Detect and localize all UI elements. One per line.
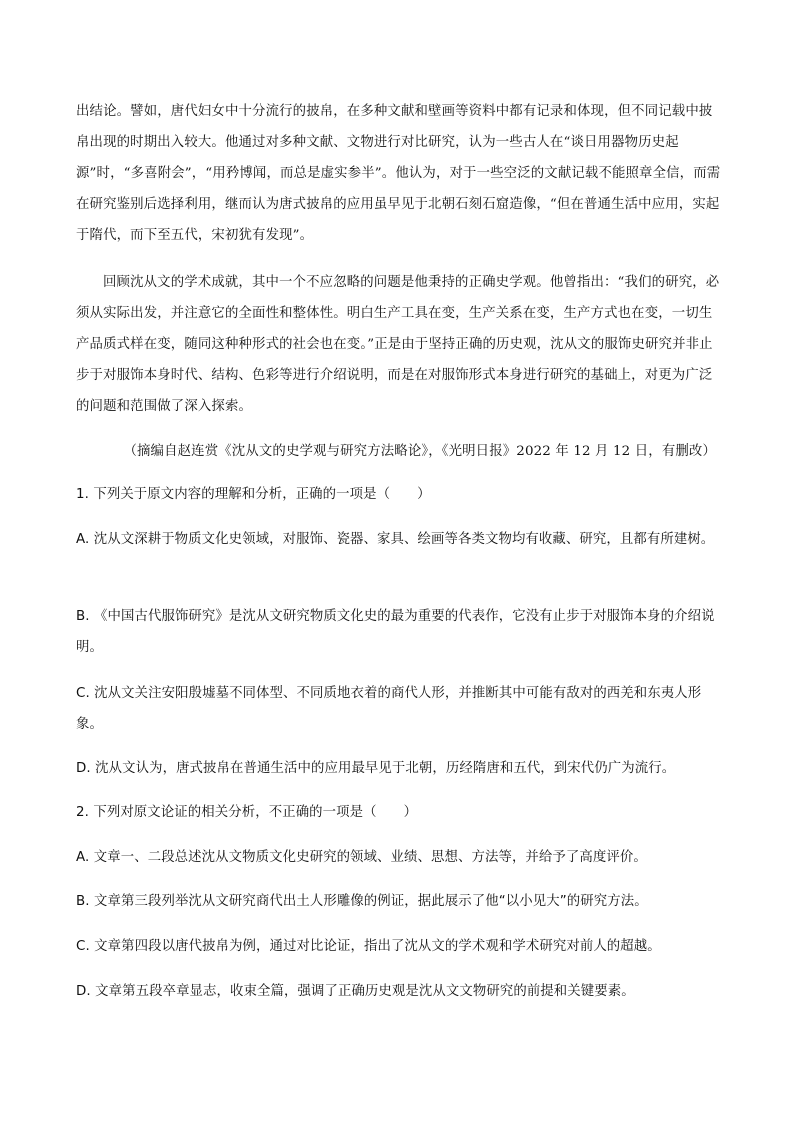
passage-source: （摘编自赵连赏《沈从文的史学观与研究方法略论》，《光明日报》2022 年 12 月 12 日，有删改） (123, 444, 716, 459)
passage-paragraph-2: 回顾沈从文的学术成就，其中一个不应忽略的问题是他秉持的正确史学观。他曾指出：“我们的研究，必须从实际出发，并注意它的全面性和整体性。明白生产工具在变，生产关系在变，生产方式也在变，一切生产品质式样在变，随同这种种形式的社会也在变。”正是由于坚持正确的历史观，沈从文的服饰史研究并非止步于对服饰本身时代、结构、色彩等进行介绍说明，而是在对服饰形式本身进行研究的基础上，对更为广泛的问题和范围做了深入探索。 (76, 275, 720, 414)
question-1-option-a: A. 沈从文深耕于物质文化史领域，对服饰、瓷器、家具、绘画等各类文物均有收藏、研究，且都有所建树。 (76, 532, 715, 547)
question-2-option-a: A. 文章一、二段总述沈从文物质文化史研究的领域、业绩、思想、方法等，并给予了高度评价。 (76, 850, 647, 865)
question-1-option-c: C. 沈从文关注安阳殷墟墓不同体型、不同质地衣着的商代人形，并推断其中可能有敌对的西羌和东夷人形象。 (76, 686, 702, 732)
passage-paragraph-1: 出结论。譬如，唐代妇女中十分流行的披帛，在多种文献和壁画等资料中都有记录和体现，但不同记载中披帛出现的时期出入较大。他通过对多种文献、文物进行对比研究，认为一些古人在“谈日用器物历史起源”时，“多喜附会”，“用矜博闻，而总是虚实参半”。他认为，对于一些空泛的文献记载不能照章全信，而需在研究鉴别后选择利用，继而认为唐式披帛的应用虽早见于北朝石刻石窟造像，“但在普通生活中应用，实起于隋代，而下至五代，宋初犹有发现”。 (76, 104, 721, 243)
question-2-option-b: B. 文章第三段列举沈从文研究商代出土人形雕像的例证，据此展示了他“以小见大”的研究方法。 (76, 894, 648, 909)
question-2-option-d: D. 文章第五段卒章显志，收束全篇，强调了正确历史观是沈从文文物研究的前提和关键要素。 (76, 984, 635, 999)
question-1-option-b: B. 《中国古代服饰研究》是沈从文研究物质文化史的最为重要的代表作，它没有止步于对服饰本身的介绍说明。 (76, 609, 715, 655)
question-1-stem: 1. 下列关于原文内容的理解和分析，正确的一项是（ ） (76, 487, 431, 502)
question-2-stem: 2. 下列对原文论证的相关分析，不正确的一项是（ ） (76, 805, 418, 820)
question-1-option-d: D. 沈从文认为，唐式披帛在普通生活中的应用最早见于北朝，历经隋唐和五代，到宋代仍广为流行。 (76, 761, 676, 776)
question-2-option-c: C. 文章第四段以唐代披帛为例，通过对比论证，指出了沈从文的学术观和学术研究对前人的超越。 (76, 939, 661, 954)
